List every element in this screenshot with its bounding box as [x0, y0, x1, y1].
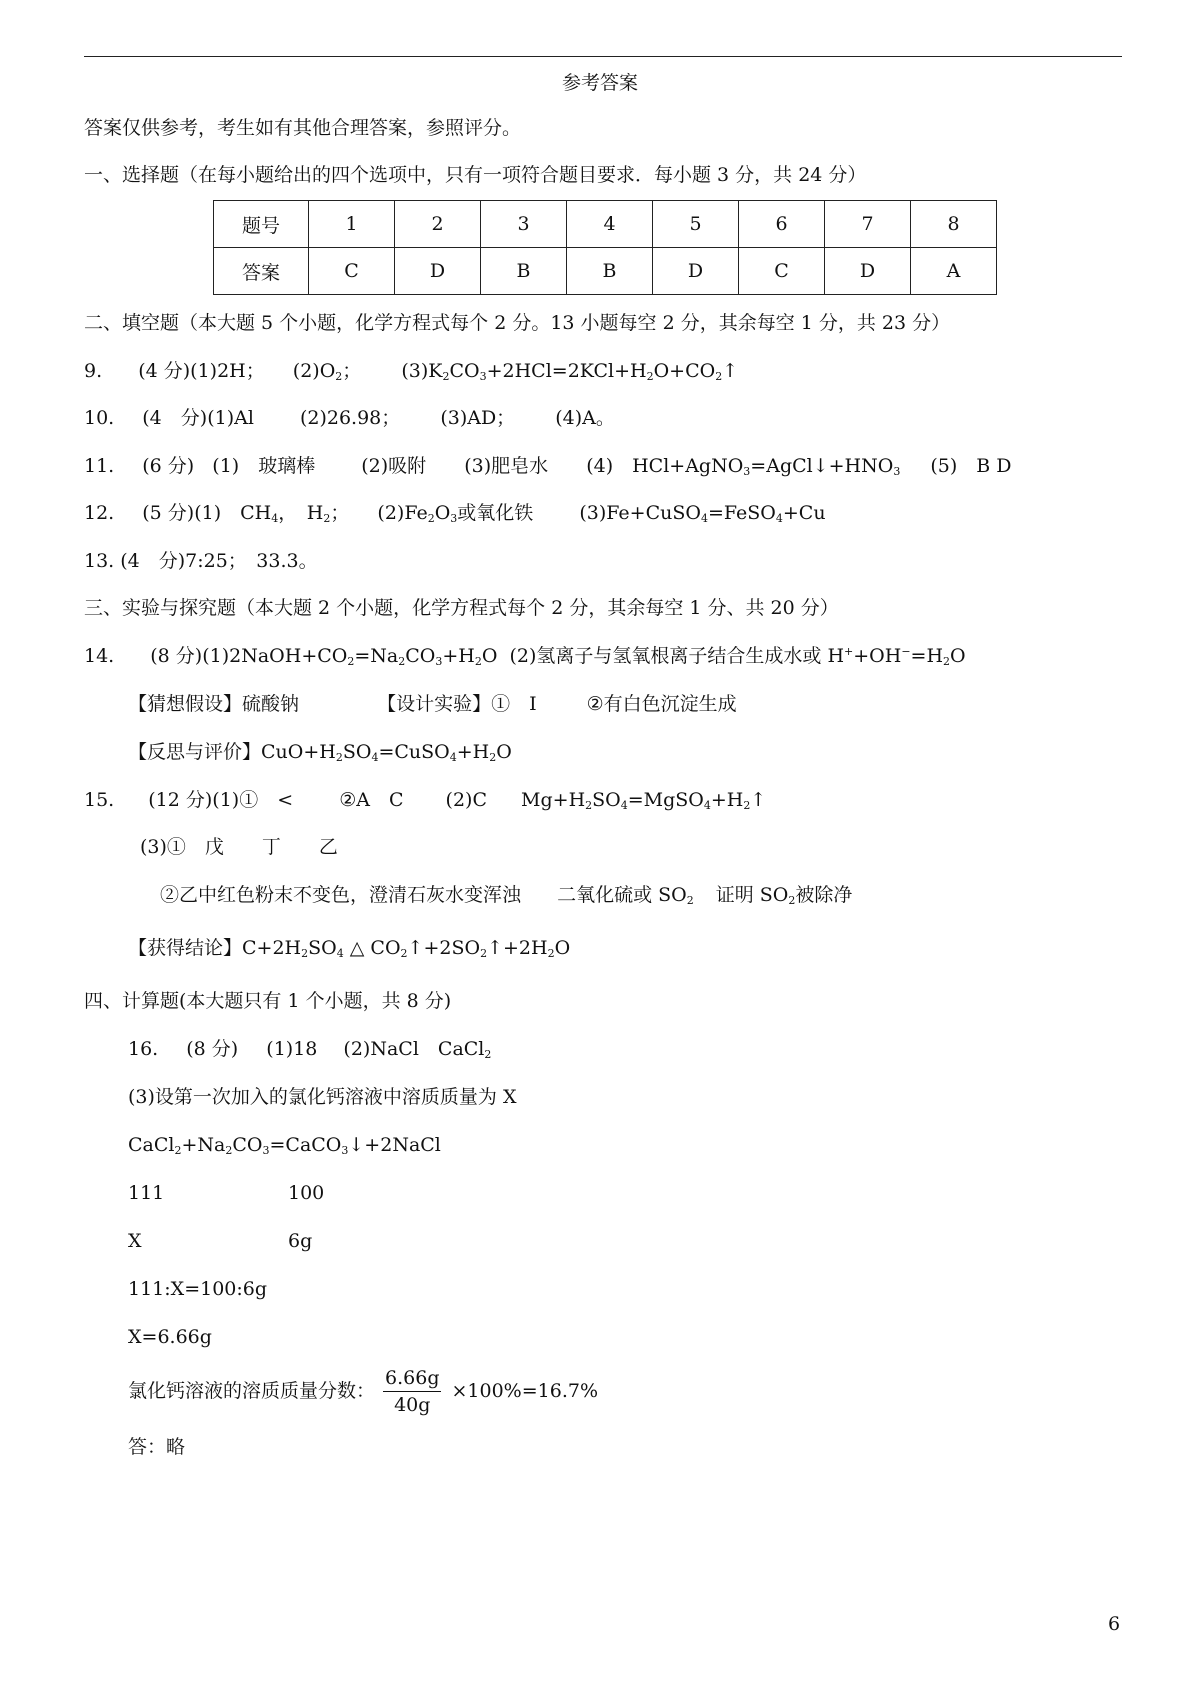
q15-line: [84, 787, 766, 813]
intro-text: 答案仅供参考，考生如有其他合理答案，参照评分。: [84, 117, 522, 139]
q15-observation: ②乙中红色粉末不变色，澄清石灰水变浑浊: [160, 884, 522, 906]
question-number: 7: [825, 201, 911, 248]
q16-x-value: X=6.66g: [128, 1326, 212, 1348]
section2-heading: 二、填空题（本大题 5 个小题，化学方程式每个 2 分。13 小题每空 2 分，其余每空 1 分，共 23 分）: [84, 312, 951, 334]
q16-answer3: (3)设第一次加入的氯化钙溶液中溶质质量为 X: [128, 1086, 517, 1108]
q12-answer2: $(2)Fe_2O_3$或氧化铁: [377, 502, 534, 525]
question-number: 8: [911, 201, 997, 248]
q14-line: [84, 643, 966, 669]
q11-number: 11.: [84, 455, 115, 477]
question-number: 4: [567, 201, 653, 248]
answer-cell: A: [911, 248, 997, 295]
q11-score: (6 分): [142, 455, 195, 477]
q14-guess-line: [128, 691, 737, 717]
q16-score: (8 分): [186, 1038, 239, 1060]
answer-cell: C: [739, 248, 825, 295]
question-number: 6: [739, 201, 825, 248]
q15-answer2: ②A C: [339, 789, 404, 811]
section4-heading: 四、计算题(本大题只有 1 个小题，共 8 分): [84, 990, 452, 1012]
q13-line: [84, 548, 318, 574]
q11-answer2: (2)吸附: [361, 455, 427, 477]
q16-unknown-x: X: [128, 1230, 142, 1252]
q12-line: [84, 500, 826, 526]
q9-line: [84, 358, 738, 384]
q10-answer4: (4)A。: [555, 407, 615, 429]
q14-guess: 【猜想假设】硫酸钠: [128, 693, 300, 715]
table-row: [214, 248, 997, 295]
q12-answer3: (3)Fe+CuSO$_4$=FeSO$_4$+Cu: [579, 502, 826, 525]
q12-score: (5 分): [142, 502, 195, 524]
fraction-denominator: 40g: [394, 1394, 431, 1416]
q14-answer1: (8 分)$(1)2NaOH+CO_2=Na_2CO_3+H_2O$: [150, 645, 498, 668]
q15-gas: 二氧化硫或 $SO_2$: [557, 884, 694, 907]
q11-answer4: (4) $HCl+AgNO_3=AgCl↓+HNO_3$: [586, 455, 901, 478]
q11-line: [84, 453, 1012, 479]
page-number: 6: [1108, 1613, 1121, 1635]
q12-answer1: (1) $CH_4$， $H_2$；: [194, 502, 350, 525]
page-title: 参考答案: [561, 72, 638, 94]
answer-cell: B: [567, 248, 653, 295]
q10-answer2: (2)26.98；: [299, 407, 401, 429]
answer-cell: D: [653, 248, 739, 295]
q15-number: 15.: [84, 789, 115, 811]
answer-table: [213, 200, 997, 295]
q16-equation: $CaCl_2+Na_2CO_3=CaCO_3↓+2NaCl$: [128, 1134, 441, 1157]
q10-answer3: (3)AD；: [440, 407, 516, 429]
q15-line3: [160, 882, 852, 908]
q11-answer1: (1) 玻璃棒: [212, 455, 316, 477]
q11-answer5: (5) B D: [930, 455, 1012, 477]
q9-answer1: (1)2H；: [190, 360, 265, 382]
row-label-answer: 答案: [214, 248, 309, 295]
row-label-number: 题号: [214, 201, 309, 248]
q16-number: 16.: [128, 1038, 159, 1060]
q16-ratio: 111:X=100:6g: [128, 1278, 268, 1300]
question-number: 5: [653, 201, 739, 248]
q16-line: [128, 1036, 491, 1062]
q11-answer3: (3)肥皂水: [464, 455, 549, 477]
q15-conclusion: 【获得结论】$C+2H_2SO_4$ △ $CO_2↑+2SO_2↑+2H_2O$: [128, 937, 571, 960]
question-number: 3: [481, 201, 567, 248]
q16-mass-100: 100: [288, 1182, 325, 1204]
q16-fraction-result: ×100%=16.7%: [451, 1380, 599, 1402]
q14-reflect: 【反思与评价】$CuO+H_2SO_4=CuSO_4+H_2O$: [128, 741, 512, 764]
q9-answer2: $(2)O_2$；: [292, 360, 362, 383]
q16-fraction-line: [128, 1366, 598, 1418]
heat-symbol: △: [343, 937, 371, 959]
q16-fraction: [383, 1366, 441, 1418]
question-number: 2: [395, 201, 481, 248]
q12-number: 12.: [84, 502, 115, 524]
fraction-numerator: 6.66g: [383, 1366, 441, 1392]
q15-answer1: (12 分)(1)① <: [148, 789, 294, 811]
top-rule: [84, 56, 1122, 57]
q13-number: 13.: [84, 550, 115, 572]
q15-answer3: (2)C: [445, 789, 487, 811]
q15-purpose: 证明 $SO_2$被除净: [715, 884, 853, 907]
q10-score: (4 分): [142, 407, 208, 429]
answer-cell: B: [481, 248, 567, 295]
q9-answer3: $(3)K_2CO_3+2HCl=2KCl+H_2O+CO_2↑$: [401, 360, 739, 383]
q10-line: [84, 405, 615, 431]
q16-answer1: (1)18: [266, 1038, 318, 1060]
q9-score: (4 分): [138, 360, 191, 382]
q16-fraction-label: 氯化钙溶液的溶质质量分数：: [128, 1380, 376, 1402]
answer-cell: C: [309, 248, 395, 295]
q16-mass-111: 111: [128, 1182, 165, 1204]
q14-number: 14.: [84, 645, 115, 667]
q14-answer2: (2)氢离子与氢氧根离子结合生成水或 $H^++OH^-=H_2O$: [509, 645, 966, 668]
q9-number: 9.: [84, 360, 103, 382]
answer-cell: D: [395, 248, 481, 295]
question-number: 1: [309, 201, 395, 248]
answer-cell: D: [825, 248, 911, 295]
q13-answer: (4 分)7:25； 33.3。: [120, 550, 318, 572]
q10-answer1: (1)Al: [207, 407, 254, 429]
q15-line2: (3)① 戊 丁 乙: [140, 836, 338, 858]
q16-answer2: (2)NaCl CaCl$_2$: [343, 1038, 492, 1061]
q16-mass-6g: 6g: [288, 1230, 313, 1252]
q16-final-answer: 答：略: [128, 1436, 186, 1458]
q10-number: 10.: [84, 407, 115, 429]
q14-design: 【设计实验】① I: [377, 693, 537, 715]
section3-heading: 三、实验与探究题（本大题 2 个小题，化学方程式每个 2 分，其余每空 1 分、共 20 分）: [84, 597, 839, 619]
section1-heading: 一、选择题（在每小题给出的四个选项中，只有一项符合题目要求．每小题 3 分，共 24 分）: [84, 164, 867, 186]
q15-answer4: $Mg+H_2SO_4=MgSO_4+H_2↑$: [521, 789, 767, 812]
table-row: [214, 201, 997, 248]
q14-design-2: ②有白色沉淀生成: [586, 693, 737, 715]
